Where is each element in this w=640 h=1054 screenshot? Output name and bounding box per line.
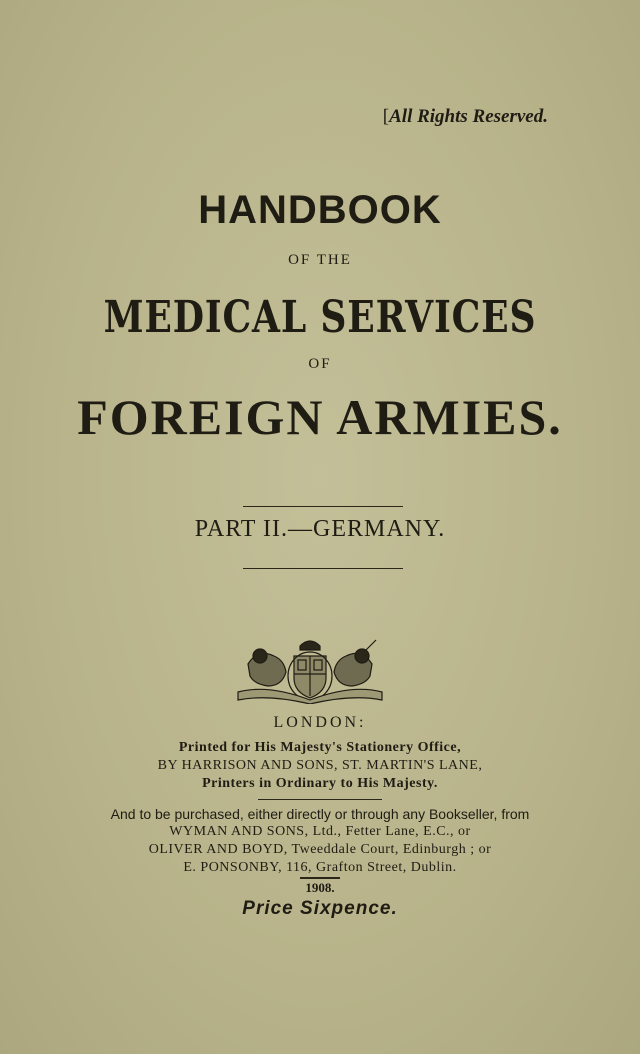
purchase-line-3: OLIVER AND BOYD, Tweeddale Court, Edinburgh ; or [148, 842, 492, 857]
purchase-line-2: WYMAN AND SONS, Ltd., Fetter Lane, E.C., or [169, 824, 471, 839]
imprint-printers-ordinary: Printers in Ordinary to His Majesty. [202, 776, 438, 791]
title-of: OF [308, 356, 332, 372]
purchase-line-4: E. PONSONBY, 116, Grafton Street, Dublin. [183, 860, 457, 875]
divider-imprint [258, 799, 382, 800]
price: Price Sixpence. [242, 898, 398, 919]
purchase-line-1: And to be purchased, either directly or through any Bookseller, from [110, 806, 530, 822]
rights-reserved: [All Rights Reserved. [382, 106, 548, 127]
divider-year [300, 877, 340, 879]
title-medical-services: MEDICAL SERVICES [103, 292, 537, 343]
title-of-the: OF THE [288, 252, 352, 268]
divider-top [243, 506, 403, 507]
imprint-printed-for: Printed for His Majesty's Stationery Office, [178, 740, 462, 755]
title-foreign-armies: FOREIGN ARMIES. [77, 389, 563, 445]
part-subtitle: PART II.—GERMANY. [194, 516, 446, 542]
royal-coat-of-arms-icon [228, 634, 392, 704]
title-handbook: HANDBOOK [198, 188, 442, 232]
imprint-place: LONDON: [273, 714, 367, 731]
imprint-printer: BY HARRISON AND SONS, ST. MARTIN'S LANE, [157, 758, 483, 773]
publication-year: 1908. [305, 880, 335, 895]
divider-bottom [243, 568, 403, 569]
